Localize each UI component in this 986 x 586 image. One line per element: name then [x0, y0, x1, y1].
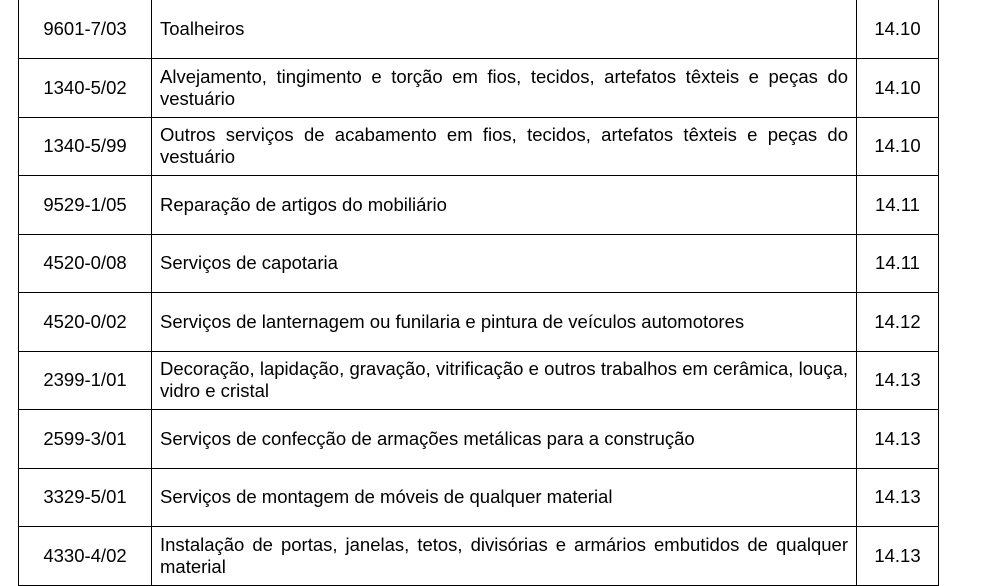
- activity-code-cell: 4520-0/02: [19, 293, 152, 352]
- activity-code-cell: 9529-1/05: [19, 176, 152, 235]
- description-cell: Toalheiros: [152, 0, 857, 59]
- table-row: [19, 176, 939, 235]
- table-row: [19, 117, 939, 176]
- activity-code-cell: 1340-5/99: [19, 117, 152, 176]
- table-row: [19, 527, 939, 586]
- table-row: [19, 59, 939, 118]
- table-row: [19, 0, 939, 59]
- table-body: [19, 0, 939, 585]
- service-item-cell: 14.10: [857, 59, 939, 118]
- activity-code-cell: 3329-5/01: [19, 468, 152, 527]
- table-row: [19, 351, 939, 410]
- activity-code-cell: 4330-4/02: [19, 527, 152, 586]
- activity-code-cell: 9601-7/03: [19, 0, 152, 59]
- activity-code-cell: 2599-3/01: [19, 410, 152, 469]
- activity-code-cell: 4520-0/08: [19, 234, 152, 293]
- table-row: [19, 468, 939, 527]
- description-cell: Reparação de artigos do mobiliário: [152, 176, 857, 235]
- table-row: [19, 234, 939, 293]
- service-item-cell: 14.11: [857, 234, 939, 293]
- service-item-cell: 14.13: [857, 351, 939, 410]
- description-cell: Outros serviços de acabamento em fios, tecidos, artefatos têxteis e peças do vestuário: [152, 117, 857, 176]
- service-item-cell: 14.13: [857, 527, 939, 586]
- table-row: [19, 410, 939, 469]
- description-cell: Decoração, lapidação, gravação, vitrificação e outros trabalhos em cerâmica, louça, vidro e cristal: [152, 351, 857, 410]
- description-cell: Serviços de montagem de móveis de qualquer material: [152, 468, 857, 527]
- activity-code-cell: 1340-5/02: [19, 59, 152, 118]
- description-cell: Serviços de lanternagem ou funilaria e pintura de veículos automotores: [152, 293, 857, 352]
- description-cell: Serviços de capotaria: [152, 234, 857, 293]
- activity-code-table: [18, 0, 939, 586]
- table-row: [19, 293, 939, 352]
- service-item-cell: 14.12: [857, 293, 939, 352]
- service-item-cell: 14.10: [857, 117, 939, 176]
- service-item-cell: 14.13: [857, 410, 939, 469]
- description-cell: Alvejamento, tingimento e torção em fios, tecidos, artefatos têxteis e peças do vestuário: [152, 59, 857, 118]
- description-cell: Serviços de confecção de armações metálicas para a construção: [152, 410, 857, 469]
- service-item-cell: 14.11: [857, 176, 939, 235]
- description-cell: Instalação de portas, janelas, tetos, divisórias e armários embutidos de qualquer material: [152, 527, 857, 586]
- service-item-cell: 14.13: [857, 468, 939, 527]
- activity-code-cell: 2399-1/01: [19, 351, 152, 410]
- service-item-cell: 14.10: [857, 0, 939, 59]
